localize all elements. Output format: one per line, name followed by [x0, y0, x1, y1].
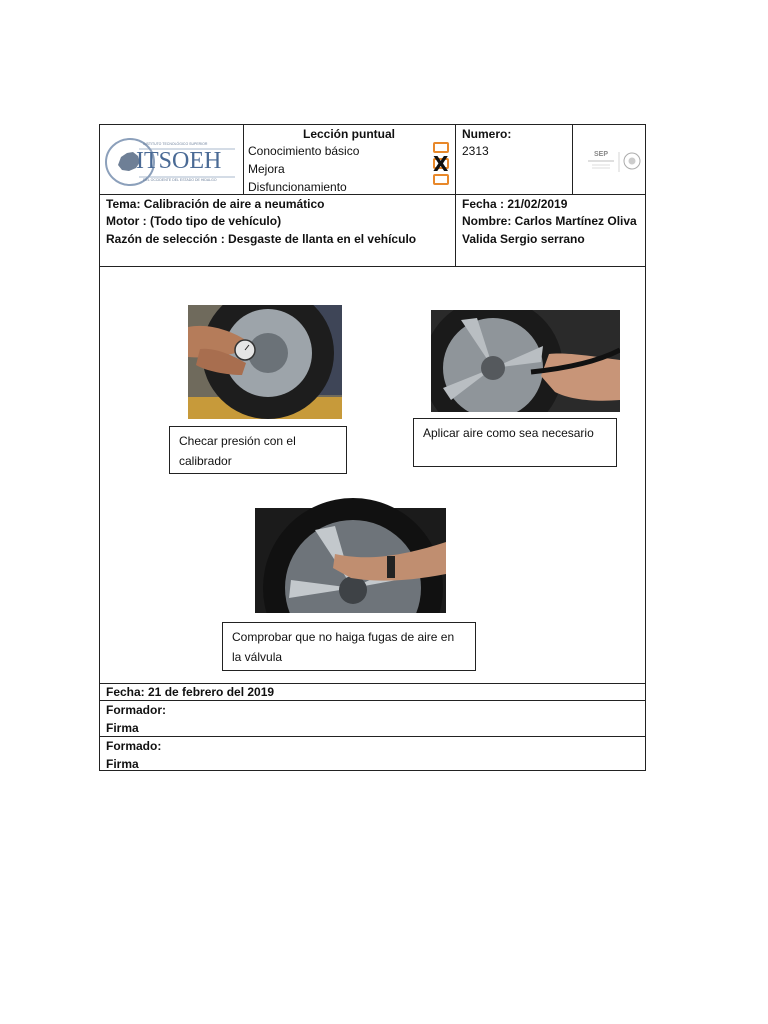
- formador-firma-label: Firma: [106, 721, 139, 735]
- itsoeh-logo-subtitle-top: INSTITUTO TECNOLÓGICO SUPERIOR: [143, 142, 208, 146]
- step-2-caption-box: [413, 418, 617, 467]
- step-1-caption-box: [169, 426, 347, 474]
- itsoeh-logo: [103, 135, 238, 187]
- divider: [243, 124, 244, 194]
- itsoeh-logo-text: ITSOEH: [136, 148, 222, 174]
- mejora-check-mark: X: [433, 152, 449, 176]
- disfuncionamiento-checkbox[interactable]: [433, 174, 449, 185]
- numero-value: 2313: [462, 144, 489, 158]
- formado-label: Formado:: [106, 739, 162, 753]
- gauge-check-photo: [188, 305, 342, 419]
- option-mejora-label: Mejora: [248, 162, 285, 176]
- formado-firma-label: Firma: [106, 757, 139, 771]
- option-disfuncionamiento-label: Disfuncionamiento: [248, 180, 347, 194]
- valve-check-photo: [255, 498, 446, 613]
- apply-air-photo: [431, 310, 620, 412]
- divider: [99, 266, 646, 267]
- divider: [99, 736, 646, 737]
- step-2-caption-line1: Aplicar aire como sea necesario: [423, 426, 594, 440]
- numero-label: Numero:: [462, 127, 512, 141]
- fecha-text: Fecha : 21/02/2019: [462, 197, 568, 211]
- step-1-caption-line2: calibrador: [179, 454, 232, 468]
- razon-text: Razón de selección : Desgaste de llanta en el vehículo: [106, 232, 417, 246]
- nombre-text: Nombre: Carlos Martínez Oliva: [462, 214, 637, 228]
- itsoeh-logo-subtitle-bottom: DEL OCCIDENTE DEL ESTADO DE HIDALGO: [143, 178, 217, 182]
- formador-label: Formador:: [106, 703, 166, 717]
- footer-fecha: Fecha: 21 de febrero del 2019: [106, 685, 275, 699]
- option-conocimiento-label: Conocimiento básico: [248, 144, 360, 158]
- valida-text: Valida Sergio serrano: [462, 232, 585, 246]
- lesson-title: Lección puntual: [303, 127, 396, 141]
- step-3-caption-line2: la válvula: [232, 650, 283, 664]
- divider: [572, 124, 573, 194]
- divider: [455, 124, 456, 266]
- step-1-caption-line1: Checar presión con el: [179, 434, 296, 448]
- tema-text: Tema: Calibración de aire a neumático: [106, 197, 325, 211]
- step-3-caption-line1: Comprobar que no haiga fugas de aire en: [232, 630, 455, 644]
- motor-text: Motor : (Todo tipo de vehículo): [106, 214, 282, 228]
- step-3-caption-box: [222, 622, 476, 671]
- sep-logo-text: SEP: [594, 151, 609, 158]
- sep-logo: [584, 148, 644, 176]
